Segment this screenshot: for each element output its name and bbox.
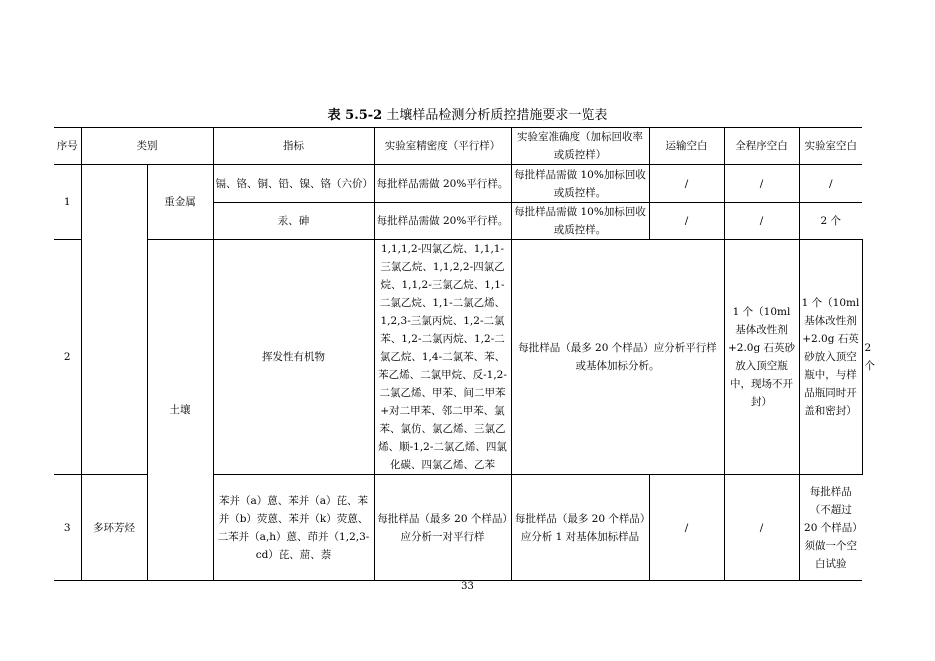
row-precision: 每批样品（最多 20 个样品）应分析一对平行样 [374,475,511,581]
row-transport-blank: / [649,165,724,203]
row-precision: 每批样品需做 20%平行样。 [374,203,511,240]
header-row [54,128,862,165]
category-soil: 土壤 [147,240,213,581]
table-number-value: 5.5-2 [345,108,383,123]
row-transport-blank: / [649,203,724,240]
row-whole-blank: / [724,203,799,240]
row-precision-accuracy: 每批样品（最多 20 个样品）应分析平行样或基体加标分析。 [511,240,724,475]
row-subcategory: 多环芳烃 [81,475,147,581]
row-lab-blank: / [799,165,862,203]
row-seq: 2 [54,240,81,475]
row-indicator: 苯并（a）蒽、苯并（a）芘、苯并（b）荧蒽、苯并（k）荧蒽、二苯并（a,h）蒽、茚并（1,2,3-cd）芘、䓛、萘 [213,475,374,581]
row-subcategory: 挥发性有机物 [213,240,374,475]
row-indicator: 汞、砷 [213,203,374,240]
table-number: 表 [327,108,346,123]
row-accuracy: 每批样品需做 10%加标回收或质控样。 [511,203,649,240]
row-subcategory: 重金属 [147,165,213,240]
header-seq: 序号 [54,128,81,165]
row-transport-blank: 1 个（10ml 基体改性剂+2.0g 石英砂放入顶空瓶中，现场不开封） [724,240,799,475]
page-number: 33 [461,581,474,592]
header-category: 类别 [81,128,213,165]
row-lab-blank: 2 个 [799,203,862,240]
row-transport-blank: / [649,475,724,581]
row-seq: 3 [54,475,81,581]
header-indicator: 指标 [213,128,374,165]
row-accuracy: 每批样品（最多 20 个样品）应分析 1 对基体加标样品 [511,475,649,581]
row-indicator: 1,1,1,2-四氯乙烷、1,1,1-三氯乙烷、1,1,2,2-四氯乙烷、1,1,2-三氯乙烷、1,1-二氯乙烷、1,1-二氯乙烯、1,2,3-三氯丙烷、1,2-二氯苯、1,2-二氯丙烷、1,2-二氯乙烷、1,4-二氯苯、苯、苯乙烯、二氯甲烷、反-1,2-二氯乙烯、甲苯、间二甲苯+对二甲苯、邻二甲苯、氯苯、氯仿、氯乙烯、三氯乙烯、顺-1,2-二氯乙烯、四氯化碳、四氯乙烯、乙苯 [374,240,511,475]
row-whole-blank: / [724,475,799,581]
table-caption [0,104,935,123]
header-whole-blank: 全程序空白 [724,128,799,165]
row-lab-blank: 每批样品（不超过 20 个样品）须做一个空白试验 [799,475,862,581]
qc-requirements-table [54,127,875,581]
row-precision: 每批样品需做 20%平行样。 [374,165,511,203]
header-transport-blank: 运输空白 [649,128,724,165]
row-whole-blank: / [724,165,799,203]
row-whole-blank: 1 个（10ml 基体改性剂+2.0g 石英砂放入顶空瓶中，与样品瓶同时开盖和密封） [799,240,862,475]
category-soil-upper [81,165,147,475]
header-precision: 实验室精密度（平行样） [374,128,511,165]
header-accuracy: 实验室准确度（加标回收率或质控样） [511,128,649,165]
row-accuracy: 每批样品需做 10%加标回收或质控样。 [511,165,649,203]
row-seq: 1 [54,165,81,240]
table-caption-text: 土壤样品检测分析质控措施要求一览表 [382,108,608,123]
row-indicator: 镉、铬、铜、铅、镍、铬（六价） [213,165,374,203]
header-lab-blank: 实验室空白 [799,128,862,165]
table-row [54,165,862,203]
table-row: 2 土壤 挥发性有机物 1,1,1,2-四氯乙烷、1,1,1-三氯乙烷、1,1,2,2-四氯乙烷、1,1,2-三氯乙烷、1,1-二氯乙烷、1,1-二氯乙烯、1,2,3-三氯丙烷、1,2-二氯苯、1,2-二氯丙烷、1,2-二氯乙烷、1,4-二氯苯、苯、苯乙烯、二氯甲烷、反-1,2-二氯乙烯、甲苯、间二甲苯+对二甲苯、邻二甲苯、氯苯、氯仿、氯乙烯、三氯乙烯、顺-1,2-二氯乙烯、四氯化碳、四氯乙烯、乙苯 每批样品（最多 20 个样品）应分析平行样或基体加标分析。 1 个（10ml 基体改性剂+2.0g 石英砂放入顶空瓶中，现场不开封） 1 个（10ml 基体改性剂+2.0g 石英砂放入顶空瓶中，与样品瓶同时开盖和密封） 2 个 [54,240,862,475]
